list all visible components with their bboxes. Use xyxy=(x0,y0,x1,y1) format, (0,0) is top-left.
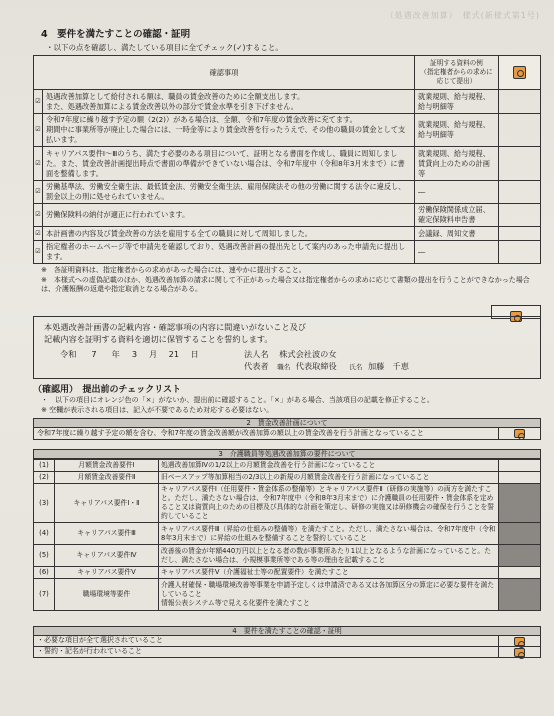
confirmation-row xyxy=(34,90,541,114)
row-proof-document: 就業規則、給与規程、 賃貸向上のための計画等 xyxy=(415,147,499,181)
requirement-status-cell xyxy=(499,567,541,579)
row-empty-cell xyxy=(499,204,541,227)
section-3-table xyxy=(33,459,541,611)
row-confirmation-text: 労働保険料の納付が適正に行われています。 xyxy=(43,204,415,227)
requirement-number: (5) xyxy=(34,545,55,567)
section-4b-row-2 xyxy=(33,647,541,658)
status-circle-icon xyxy=(514,648,525,657)
corp-name[interactable]: 株式会社波の女 xyxy=(279,349,337,359)
requirement-status-cell xyxy=(499,484,541,523)
corporation-line xyxy=(244,349,337,360)
requirement-description: 介護人材確保・職場環境改善等事業を申請予定しくは申請済である又は各加算区分の算定に必要な要件を満たしていること 情報公表システム等で見える化要件を満たすこと xyxy=(159,579,499,611)
row-confirmation-text: 労働基準法、労働安全衛生法、最低賃金法、労働安全衛生法、雇用保険法その他の労働に関する法令に違反し、罰金以上の刑に処せられていません。 xyxy=(43,181,415,204)
row-confirmation-text: キャリアパス要件Ⅰ～Ⅲのうち、満たす必要のある項目について、証明となる書面を作成し、職員に周知しました。また、賃金改善計画提出時点で書面の準備ができていない場合は、令和7年度中（令和8年3月末まで）に書面を整備します。 xyxy=(43,147,415,181)
row-confirmation-text: 指定権者のホームページ等で申請先を確認しており、処遇改善計画の提出先として案内のあった申請先に提出します。 xyxy=(43,241,415,264)
requirement-status-cell xyxy=(499,460,541,472)
row-checkbox[interactable]: ☑ xyxy=(34,204,43,227)
row-confirmation-text: 本計画書の内容及び賃金改善の方法を雇用する全ての職員に対して周知しました。 xyxy=(43,227,415,241)
section-2-row xyxy=(33,428,541,440)
checklist-title: （確認用） 提出前のチェックリスト xyxy=(33,385,182,395)
checklist-note-1: ・ 以下の項目にオレンジ色の「×」がないか、提出前に確認すること。「×」がある場合、当該項目の記載を修正すること。 xyxy=(41,396,434,404)
row-checkbox[interactable]: ☑ xyxy=(34,90,43,114)
requirement-name: キャリアパス要件Ⅲ xyxy=(55,523,159,545)
status-circle-icon xyxy=(514,637,525,646)
requirement-name: キャリアパス要件Ⅴ xyxy=(55,567,159,579)
requirement-description: 処遇改善加算Ⅳの1/2以上の月額賃金改善を行う計画になっていること xyxy=(159,460,499,472)
row-confirmation-text: 処遇改善加算として給付される額は、職員の賃金改善のために全額支出します。 また、処遇改善加算による賃金改善以外の部分で賃金水準を引き下げません。 xyxy=(43,90,415,114)
row-proof-document: 就業規則、給与規程、 給与明細等 xyxy=(415,114,499,147)
requirement-row xyxy=(34,545,541,567)
requirement-number: (6) xyxy=(34,567,55,579)
row-empty-cell xyxy=(499,90,541,114)
requirement-name: 職場環境等要件 xyxy=(55,579,159,611)
checklist-note-2: ※ 空欄が表示される項目は、記入が不要であるため対応する必要はない。 xyxy=(41,405,274,414)
requirement-description: 改善後の賃金が年額440万円以上となる者の数が事業所あたり1以上となるような計画になっていること。ただし、満たさない場合は、小規模事業所等である等の理由を記載すること xyxy=(159,545,499,567)
header-confirmation-items: 確認事項 xyxy=(34,56,415,90)
date-year[interactable]: 7 xyxy=(91,349,97,359)
section-4b-row-1 xyxy=(33,636,541,647)
requirement-number: (1) xyxy=(34,460,55,472)
header-proof-documents: 証明する資料の例 （指定権者からの求めに 応じて提出） xyxy=(415,56,499,90)
date-day[interactable]: 21 xyxy=(168,349,180,359)
section-2-row-status xyxy=(498,428,540,439)
row-empty-cell xyxy=(499,114,541,147)
declaration-line-1: 本処遇改善計画書の記載内容・確認事項の内容に間違いがないこと及び xyxy=(44,322,307,332)
requirement-row xyxy=(34,579,541,611)
section-4-note: ・以下の点を確認し、満たしている項目に全てチェック(✓)すること。 xyxy=(46,43,283,52)
requirement-name: 月額賃金改善要件Ⅰ xyxy=(55,460,159,472)
section-2-header: 2 賃金改善計画について xyxy=(33,418,541,428)
row-checkbox[interactable]: ☑ xyxy=(34,241,43,264)
footnote-2: ※ 本様式への虚偽記載のほか、処遇改善加算の請求に関して不正があった場合又は指定権者からの求めに応じて書類の提出を行うことができなかった場合は、介護報酬の返還や指定取消となる場合がある。 xyxy=(41,276,530,293)
section-4b-row-2-status xyxy=(498,647,540,657)
requirement-description: 旧ベースアップ等加算相当の2/3以上の新規の月額賃金改善を行う計画になっていること xyxy=(159,472,499,484)
requirement-description: キャリアパス要件Ⅴ（介護福祉士等の配置要件）を満たすこと xyxy=(159,567,499,579)
row-checkbox[interactable]: ☑ xyxy=(34,227,43,241)
status-circle-icon xyxy=(514,429,525,438)
date-year-unit: 年 xyxy=(111,349,120,359)
section-2-row-text: 令和7年度に繰り越す予定の額を含む、令和7年度の賃金改善額が改善加算の額以上の賃金改善を行う計画となっていること xyxy=(37,428,424,437)
faded-header: （処遇改善加算） 様式(新様式第1号) xyxy=(385,11,540,20)
confirmation-table-header xyxy=(34,56,541,90)
row-empty-cell xyxy=(499,147,541,181)
requirement-row xyxy=(34,523,541,545)
requirement-number: (3) xyxy=(34,484,55,523)
checklist-notes xyxy=(41,396,434,415)
requirement-row xyxy=(34,484,541,523)
date-month[interactable]: 3 xyxy=(131,349,138,359)
declaration-box xyxy=(33,316,541,379)
requirement-name: キャリアパス要件Ⅳ xyxy=(55,545,159,567)
row-checkbox[interactable]: ☑ xyxy=(34,181,43,204)
row-confirmation-text: 令和7年度に繰り越す予定の額（2(2)）がある場合は、全額、令和7年度の賃金改善に充てます。 期間中に事業所等が廃止した場合には、一時金等により賃金改善を行ったうえで、その他の職員の賃金として支払います。 xyxy=(43,114,415,147)
date-month-unit: 月 xyxy=(149,349,158,359)
confirmation-row xyxy=(34,114,541,147)
date-day-unit: 日 xyxy=(190,349,199,359)
confirmation-row xyxy=(34,241,541,264)
section-3-header: 3 介護職員等処遇改善加算の要件について xyxy=(33,449,541,459)
requirement-description: キャリアパス要件Ⅲ（昇給の仕組みの整備等）を満たすこと。ただし、満たさない場合は、令和7年度中（令和8年3月末まで）に昇給の仕組みを整備することを誓約していること xyxy=(159,523,499,545)
row-empty-cell xyxy=(499,227,541,241)
requirement-number: (4) xyxy=(34,523,55,545)
date-era: 令和 xyxy=(60,349,77,359)
declaration-line-2: 記載内容を証明する資料を適切に保管することを誓約します。 xyxy=(44,334,273,344)
requirement-name: 月額賃金改善要件Ⅱ xyxy=(55,472,159,484)
requirement-row xyxy=(34,472,541,484)
footnote-1: ※ 各証明資料は、指定権者からの求めがあった場合には、速やかに提出すること。 xyxy=(41,266,306,274)
row-proof-document: 労働保険関係成立届、 確定保険料申告書 xyxy=(415,204,499,227)
requirement-number: (7) xyxy=(34,579,55,611)
confirmation-row xyxy=(34,227,541,241)
confirmation-row xyxy=(34,147,541,181)
row-proof-document: ― xyxy=(415,241,499,264)
requirement-name: キャリアパス要件Ⅰ・Ⅱ xyxy=(55,484,159,523)
header-status-cell xyxy=(499,56,541,90)
confirmation-table xyxy=(33,55,541,264)
requirement-row xyxy=(34,567,541,579)
row-empty-cell xyxy=(499,241,541,264)
row-checkbox[interactable]: ☑ xyxy=(34,147,43,181)
section-4-title: 4 要件を満たすことの確認・証明 xyxy=(41,29,191,40)
section-4b-header: 4 要件を満たすことの確認・証明 xyxy=(33,626,541,636)
row-proof-document: 就業規則、給与規程、 給与明細等 xyxy=(415,90,499,114)
requirement-status-cell xyxy=(499,545,541,567)
declaration-date xyxy=(60,349,199,360)
requirement-status-cell xyxy=(499,523,541,545)
requirement-status-cell xyxy=(499,579,541,611)
row-checkbox[interactable]: ☑ xyxy=(34,114,43,147)
row-empty-cell xyxy=(499,181,541,204)
requirement-row xyxy=(34,460,541,472)
requirement-status-cell xyxy=(499,472,541,484)
representative-line xyxy=(244,361,409,372)
confirmation-row xyxy=(34,204,541,227)
confirmation-row xyxy=(34,181,541,204)
status-circle-icon xyxy=(513,66,526,79)
section-4b-row-2-text: ・誓約・記名が行われていること xyxy=(37,647,142,656)
section-4b-row-1-text: ・必要な項目が全て選択されていること xyxy=(37,636,163,645)
corp-label: 法人名 xyxy=(244,349,269,359)
requirement-description: キャリアパス要件Ⅰ（任用要件・賃金体系の整備等）とキャリアパス要件Ⅱ（研修の実施等）の両方を満たすこと。ただし、満たさない場合は、令和7年度中（令和8年3月末まで）に介護職員の任用要件・賃金体系を定めること又は資質向上のための目標及び具体的な計画を策定し、研修の実施又は研修機会の確保を行うことを誓約していること xyxy=(159,484,499,523)
rep-label: 代表者 xyxy=(244,361,269,371)
section-4b-row-1-status xyxy=(498,636,540,646)
declaration-text xyxy=(44,321,306,345)
requirement-number: (2) xyxy=(34,472,55,484)
title-label: 職名 xyxy=(277,363,291,371)
name-value[interactable]: 加藤 千恵 xyxy=(367,361,409,371)
row-proof-document: ― xyxy=(415,181,499,204)
name-label: 氏名 xyxy=(349,363,363,371)
row-proof-document: 会議録、周知文書 xyxy=(415,227,499,241)
title-value[interactable]: 代表取締役 xyxy=(295,361,337,371)
